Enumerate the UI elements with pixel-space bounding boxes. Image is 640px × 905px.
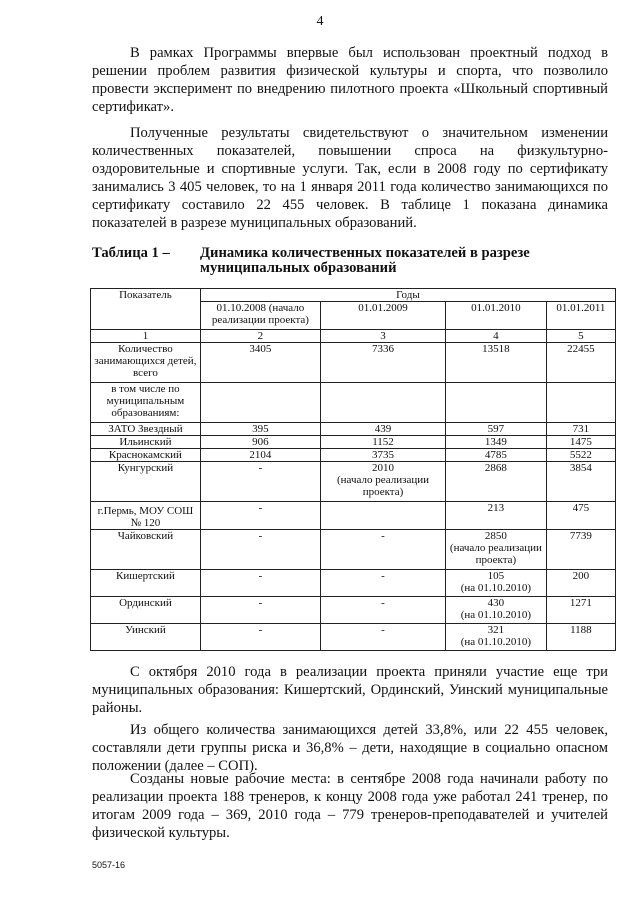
header-years: Годы <box>200 289 615 302</box>
cell-value: 475 <box>546 502 615 530</box>
paragraph-new-participants: С октября 2010 года в реализации проекта приняли участие еще три муниципальных образования: Кишертский, Ординский, Уинский муниципальные районы. <box>92 664 608 716</box>
table-row <box>91 624 616 651</box>
cell-value: 2104 <box>200 449 320 462</box>
cell-value-with-note <box>446 570 547 597</box>
cell-value: 1188 <box>546 624 615 651</box>
col-number: 5 <box>546 330 615 343</box>
header-indicator: Показатель <box>91 289 201 330</box>
cell-value: 2010 <box>371 462 394 474</box>
row-name: ЗАТО Звездный <box>91 423 201 436</box>
paragraph-results: Полученные результаты свидетельствуют о значительном изменении количественных показателей, повышении спроса на физкультурно-оздоровительные и спортивные услуги. Так, если в 2008 году по сертификату занимались 3 405 человек, то на 1 января 2011 года количество занимающихся по сертификату составило 22 455 человек. В таблице 1 показана динамика показателей в разрезе муниципальных образований. <box>92 125 608 231</box>
cell-value: - <box>200 530 320 570</box>
cell-value: - <box>320 624 445 651</box>
cell-note: (начало реализации проекта) <box>336 474 429 498</box>
cell-value: 1475 <box>546 436 615 449</box>
col-number: 2 <box>200 330 320 343</box>
row-subheader: в том числе по муниципальным образованиям: <box>91 383 201 423</box>
header-year-1: 01.10.2008 (начало реализации проекта) <box>200 302 320 330</box>
col-number: 3 <box>320 330 445 343</box>
cell-value <box>320 502 445 530</box>
cell-value: 4785 <box>446 449 547 462</box>
cell-value: 3854 <box>546 462 615 502</box>
cell-value: 395 <box>200 423 320 436</box>
cell-value-with-note <box>446 597 547 624</box>
table-row <box>91 502 616 530</box>
cell-value: 321 <box>487 624 505 636</box>
cell-value-with-note <box>320 462 445 502</box>
cell-value: 200 <box>546 570 615 597</box>
table-row <box>91 423 616 436</box>
table-row-total <box>91 343 616 383</box>
cell-value-with-note <box>446 530 547 570</box>
cell-value: 213 <box>446 502 547 530</box>
cell-value: 1271 <box>546 597 615 624</box>
cell-value: 7336 <box>320 343 445 383</box>
row-name: Чайковский <box>91 530 201 570</box>
cell-value: 5522 <box>546 449 615 462</box>
cell-value: 22455 <box>546 343 615 383</box>
cell-value: - <box>320 530 445 570</box>
cell-note: (начало реализации проекта) <box>449 542 542 566</box>
page-number: 4 <box>316 14 324 29</box>
cell-note: (на 01.10.2010) <box>460 609 532 621</box>
cell-value: 3405 <box>200 343 320 383</box>
cell-value: 2868 <box>446 462 547 502</box>
table-row <box>91 570 616 597</box>
cell-value: 7739 <box>546 530 615 570</box>
cell-value: - <box>200 502 320 530</box>
cell-value: 105 <box>487 570 505 582</box>
paragraph-jobs: Созданы новые рабочие места: в сентябре 2008 года начинали работу по реализации проекта 188 тренеров, к концу 2008 года уже работал 241 тренер, по итогам 2009 года – 369, 2010 года – 779 тренеров-преподавателей и учителей физической культуры. <box>92 771 608 841</box>
cell-value: - <box>200 624 320 651</box>
cell-value: 731 <box>546 423 615 436</box>
cell-value: 597 <box>446 423 547 436</box>
table-row <box>91 436 616 449</box>
cell-value: 430 <box>487 597 505 609</box>
paragraph-program: В рамках Программы впервые был использован проектный подход в решении проблем развития физической культуры и спорта, что позволило провести эксперимент по внедрению пилотного проекта «Школьный спортивный сертификат». <box>92 45 608 115</box>
header-year-3: 01.01.2010 <box>446 302 547 330</box>
table-label: Таблица 1 – <box>92 245 170 261</box>
cell-value: 13518 <box>446 343 547 383</box>
paragraph-risk-groups: Из общего количества занимающихся детей 33,8%, или 22 455 человек, составляли дети группы риска и 36,8% – дети, находящие в социально опасном положении (далее – СОП). <box>92 722 608 774</box>
table-title: Динамика количественных показателей в разрезе муниципальных образований <box>200 245 530 276</box>
row-name: г.Пермь, МОУ СОШ № 120 <box>91 502 201 530</box>
row-name: Количество занимающихся детей, всего <box>91 343 201 383</box>
cell-value: 439 <box>320 423 445 436</box>
row-name: Краснокамский <box>91 449 201 462</box>
cell-value: 906 <box>200 436 320 449</box>
cell-note: (на 01.10.2010) <box>460 582 532 594</box>
row-name: Ильинский <box>91 436 201 449</box>
cell-value: 1349 <box>446 436 547 449</box>
cell-value: - <box>200 570 320 597</box>
row-name: Кишертский <box>91 570 201 597</box>
header-year-4: 01.01.2011 <box>546 302 615 330</box>
cell-value: 3735 <box>320 449 445 462</box>
table-row <box>91 597 616 624</box>
col-number: 4 <box>446 330 547 343</box>
table-row <box>91 530 616 570</box>
header-year-2: 01.01.2009 <box>320 302 445 330</box>
document-code: 5057-16 <box>92 860 126 870</box>
cell-value-with-note <box>446 624 547 651</box>
row-name: Кунгурский <box>91 462 201 502</box>
cell-value: - <box>200 462 320 502</box>
cell-value: 1152 <box>320 436 445 449</box>
col-number: 1 <box>91 330 201 343</box>
row-name: Уинский <box>91 624 201 651</box>
table-row-subheader <box>91 383 616 423</box>
cell-value: - <box>320 570 445 597</box>
row-name: Ординский <box>91 597 201 624</box>
cell-value: - <box>320 597 445 624</box>
table-row <box>91 462 616 502</box>
cell-note: (на 01.10.2010) <box>460 636 532 648</box>
cell-value: - <box>200 597 320 624</box>
dynamics-table <box>90 288 616 651</box>
cell-value: 2850 <box>484 530 507 542</box>
table-row <box>91 449 616 462</box>
